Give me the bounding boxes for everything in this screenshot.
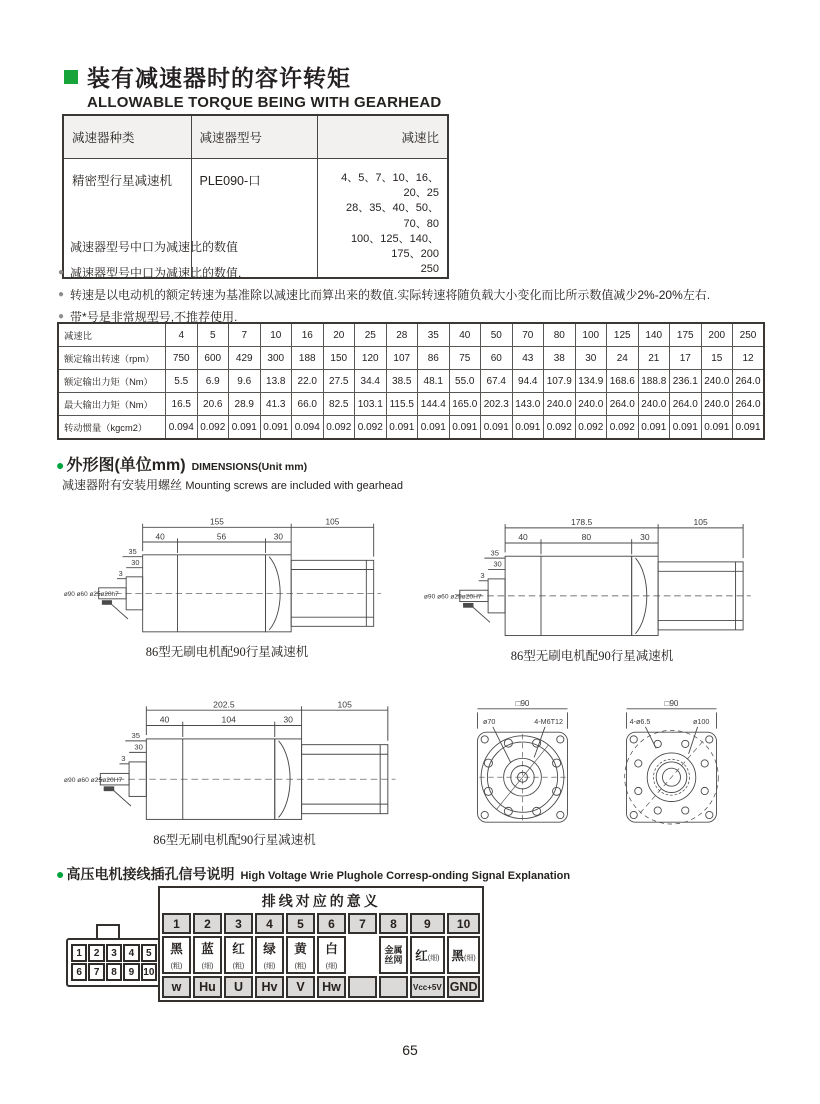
side-view-3-svg (62, 696, 407, 824)
spec-row-label: 转动惯量（kgcm2） (58, 416, 166, 440)
dim-h1: 35 (131, 730, 141, 740)
pin-number-row (162, 913, 480, 934)
dim-motor: 105 (693, 517, 708, 528)
side-view-2-svg (422, 514, 762, 640)
note-text: 带*号是非常规型号,不推荐使用. (70, 310, 238, 324)
dimensions-subheading (62, 476, 403, 493)
connector-row-1 (71, 944, 157, 962)
gearhead-col-type: 减速器种类 (63, 115, 191, 159)
pin-signal-cell: Vcc+5V (410, 976, 445, 998)
dimensions-heading (56, 452, 307, 475)
note-line (58, 286, 710, 303)
spec-cell: 107.9 (544, 370, 576, 393)
front-view-2-square-dim: □90 (664, 699, 679, 709)
green-bullet-icon: ● (56, 866, 65, 882)
connector-pin: 2 (88, 944, 104, 962)
spec-cell: 0.091 (670, 416, 702, 440)
dim-overall: 202.5 (213, 699, 235, 710)
dim-seg3: 30 (283, 714, 293, 725)
spec-cell: 0.091 (733, 416, 765, 440)
note-bullet-icon: ● (58, 267, 65, 278)
connector-pin: 4 (123, 944, 139, 962)
spec-cell: 240.0 (575, 393, 607, 416)
pin-signal-cell (348, 976, 377, 998)
spec-cell: 38 (544, 347, 576, 370)
spec-cell: 120 (355, 347, 387, 370)
spec-cell: 66.0 (292, 393, 324, 416)
spec-cell: 0.091 (701, 416, 733, 440)
spec-row-label: 最大输出力矩（Nm） (58, 393, 166, 416)
spec-cell: 250 (733, 323, 765, 347)
gearhead-model: PLE090-口 (191, 159, 317, 279)
spec-cell: 0.091 (229, 416, 261, 440)
front-view-2-svg (604, 698, 739, 842)
spec-cell: 115.5 (386, 393, 418, 416)
page-title-en: ALLOWABLE TORQUE BEING WITH GEARHEAD (87, 94, 442, 111)
plughole-table-body (162, 890, 480, 998)
spec-cell: 22.0 (292, 370, 324, 393)
spec-row (58, 393, 764, 416)
spec-cell: 103.1 (355, 393, 387, 416)
pin-color-cell: 蓝(细) (193, 936, 222, 974)
gearhead-ratios (317, 159, 448, 279)
spec-cell: 240.0 (701, 370, 733, 393)
spec-cell: 80 (544, 323, 576, 347)
note-line (58, 264, 710, 281)
dim-seg3: 30 (640, 532, 650, 543)
spec-cell: 15 (701, 347, 733, 370)
spec-cell: 236.1 (670, 370, 702, 393)
spec-table-body (58, 323, 764, 439)
note-text: 转速是以电动机的额定转速为基准除以减速比而算出来的数值.实际转速将随负载大小变化而比所示数值减少2%-20%左右. (70, 288, 711, 302)
spec-cell: 125 (607, 323, 639, 347)
connector-pin: 1 (71, 944, 87, 962)
spec-cell: 4 (166, 323, 198, 347)
dim-overall: 155 (210, 517, 224, 527)
dim-overall: 178.5 (570, 517, 593, 528)
spec-cell: 175 (670, 323, 702, 347)
dim-seg2: 56 (216, 532, 227, 542)
spec-cell: 70 (512, 323, 544, 347)
connector-tab (96, 924, 120, 938)
pin-number-cell: 6 (317, 913, 346, 934)
pin-number-cell: 3 (224, 913, 253, 934)
spec-row (58, 347, 764, 370)
spec-cell: 0.092 (607, 416, 639, 440)
pin-signal-cell: w (162, 976, 191, 998)
spec-cell: 28 (386, 323, 418, 347)
spec-cell: 43 (512, 347, 544, 370)
spec-cell: 30 (575, 347, 607, 370)
spec-cell: 20.6 (197, 393, 229, 416)
drawing-3-caption: 86型无刷电机配90行星减速机 (153, 833, 316, 847)
spec-cell: 38.5 (386, 370, 418, 393)
spec-cell: 0.092 (197, 416, 229, 440)
front-view-1-right-label: 4-M6T12 (534, 717, 563, 727)
spec-cell: 143.0 (512, 393, 544, 416)
connector-pin: 9 (123, 963, 139, 981)
spec-cell: 264.0 (733, 393, 765, 416)
pin-signal-cell: GND (447, 976, 481, 998)
dim-h2: 30 (493, 559, 502, 569)
plughole-heading-en: High Voltage Wrie Plughole Corresp-onding Signal Explanation (240, 870, 571, 882)
green-square-icon (64, 70, 78, 84)
connector-pin: 7 (88, 963, 104, 981)
spec-cell: 600 (197, 347, 229, 370)
spec-cell: 17 (670, 347, 702, 370)
ratio-line: 250 (420, 263, 439, 276)
pin-color-cell: 黑(粗) (162, 936, 191, 974)
spec-cell: 50 (481, 323, 513, 347)
drawing-side-view-3 (62, 696, 407, 848)
note-bullet-icon: ● (58, 289, 65, 300)
dim-h3: 3 (121, 753, 126, 763)
pin-color-row (162, 936, 480, 974)
spec-cell: 188.8 (638, 370, 670, 393)
connector-row-2 (71, 963, 157, 981)
connector-pin: 5 (141, 944, 157, 962)
spec-cell: 5.5 (166, 370, 198, 393)
connector-pin: 10 (141, 963, 157, 981)
spec-cell: 0.091 (481, 416, 513, 440)
pin-number-cell: 9 (410, 913, 445, 934)
spec-cell: 35 (418, 323, 450, 347)
plughole-heading-zh: 高压电机接线插孔信号说明 (66, 866, 235, 882)
spec-cell: 0.094 (292, 416, 324, 440)
drawing-side-view-1 (62, 514, 392, 660)
dim-h3: 3 (118, 568, 123, 578)
pin-signal-row (162, 976, 480, 998)
pin-number-cell: 5 (286, 913, 315, 934)
spec-cell: 20 (323, 323, 355, 347)
dimensions-heading-zh: 外形图(单位mm) (66, 457, 186, 474)
spec-cell: 82.5 (323, 393, 355, 416)
spec-cell: 27.5 (323, 370, 355, 393)
dim-seg1: 40 (159, 714, 170, 725)
spec-cell: 150 (323, 347, 355, 370)
plughole-table (158, 886, 484, 1002)
pin-signal-cell (379, 976, 408, 998)
drawing-side-view-2 (422, 514, 762, 664)
spec-cell: 140 (638, 323, 670, 347)
pin-signal-cell: Hu (193, 976, 222, 998)
spec-cell: 188 (292, 347, 324, 370)
ratio-line: 28、35、40、50、70、80 (346, 202, 439, 230)
spec-cell: 41.3 (260, 393, 292, 416)
spec-cell: 107 (386, 347, 418, 370)
front-view-1-left-label: ø70 (483, 717, 496, 727)
dim-h1: 35 (490, 548, 499, 558)
spec-cell: 25 (355, 323, 387, 347)
spec-cell: 0.091 (512, 416, 544, 440)
connector-plug-diagram (66, 924, 166, 987)
spec-cell: 264.0 (670, 393, 702, 416)
pin-signal-cell: V (286, 976, 315, 998)
dim-seg2: 80 (581, 532, 592, 543)
spec-cell: 0.091 (386, 416, 418, 440)
dim-motor: 105 (337, 699, 352, 710)
spec-cell: 13.8 (260, 370, 292, 393)
spec-cell: 0.092 (355, 416, 387, 440)
spec-cell: 55.0 (449, 370, 481, 393)
pin-color-cell: 黄(粗) (286, 936, 315, 974)
pin-number-cell: 1 (162, 913, 191, 934)
spec-cell: 168.6 (607, 370, 639, 393)
dim-h1: 35 (128, 546, 137, 556)
connector-pin: 6 (71, 963, 87, 981)
pin-color-cell: 红(粗) (224, 936, 253, 974)
spec-cell: 165.0 (449, 393, 481, 416)
dim-seg3: 30 (273, 532, 283, 542)
spec-cell: 240.0 (638, 393, 670, 416)
green-bullet-icon: ● (56, 457, 65, 473)
dim-shaft-diameters: ø90 ø60 ø25ø20H7 (63, 777, 123, 785)
pin-color-cell: 白(细) (317, 936, 346, 974)
spec-cell: 67.4 (481, 370, 513, 393)
pin-number-cell: 7 (348, 913, 377, 934)
spec-cell: 86 (418, 347, 450, 370)
front-view-2-right-label: ø100 (693, 717, 710, 727)
dim-seg1: 40 (518, 532, 528, 543)
spec-row (58, 323, 764, 347)
pin-number-cell: 2 (193, 913, 222, 934)
dimensions-heading-en: DIMENSIONS(Unit mm) (191, 461, 308, 473)
spec-row-label: 减速比 (58, 323, 166, 347)
spec-cell: 240.0 (544, 393, 576, 416)
spec-cell: 100 (575, 323, 607, 347)
spec-cell: 300 (260, 347, 292, 370)
plughole-table-title: 排线对应的意义 (261, 893, 381, 909)
gearhead-type: 精密型行星减速机 (63, 159, 191, 279)
pin-signal-cell: Hv (255, 976, 284, 998)
spec-row-label: 额定输出转速（rpm） (58, 347, 166, 370)
dim-seg1: 40 (155, 532, 165, 542)
spec-cell: 28.9 (229, 393, 261, 416)
note-bullet-icon: ● (58, 311, 65, 322)
spec-cell: 12 (733, 347, 765, 370)
dim-h3: 3 (480, 570, 485, 580)
spec-cell: 0.094 (166, 416, 198, 440)
plughole-heading (56, 864, 570, 884)
spec-cell: 94.4 (512, 370, 544, 393)
page-number: 65 (402, 1042, 418, 1058)
spec-cell: 200 (701, 323, 733, 347)
spec-cell: 0.092 (575, 416, 607, 440)
front-views (455, 698, 739, 842)
page-title-zh: 装有减速器时的容许转矩 (87, 65, 351, 91)
pin-color-cell: 绿(细) (255, 936, 284, 974)
dim-seg2: 104 (221, 714, 236, 725)
spec-cell: 5 (197, 323, 229, 347)
dim-motor: 105 (325, 517, 340, 527)
spec-row (58, 416, 764, 440)
title-block (64, 60, 441, 111)
spec-cell: 144.4 (418, 393, 450, 416)
dimensions-sub-zh: 减速器附有安装用螺丝 (62, 478, 183, 492)
note-text: 减速器型号中口为减速比的数值. (70, 266, 242, 280)
pin-color-cell: 黑(细) (447, 936, 481, 974)
spec-cell: 24 (607, 347, 639, 370)
spec-cell: 40 (449, 323, 481, 347)
spec-cell: 429 (229, 347, 261, 370)
ratio-line: 4、5、7、10、16、20、25 (341, 172, 439, 200)
spec-table (57, 322, 765, 440)
pin-number-cell: 10 (447, 913, 481, 934)
spec-cell: 0.091 (638, 416, 670, 440)
notes-list (58, 264, 710, 330)
spec-cell: 6.9 (197, 370, 229, 393)
drawing-2-caption: 86型无刷电机配90行星减速机 (510, 649, 674, 663)
spec-cell: 10 (260, 323, 292, 347)
spec-cell: 0.091 (260, 416, 292, 440)
connector-body (66, 938, 162, 987)
spec-cell: 9.6 (229, 370, 261, 393)
spec-cell: 0.092 (544, 416, 576, 440)
spec-cell: 21 (638, 347, 670, 370)
spec-cell: 0.092 (323, 416, 355, 440)
spec-cell: 16 (292, 323, 324, 347)
pin-number-cell: 4 (255, 913, 284, 934)
gearhead-col-model: 减速器型号 (191, 115, 317, 159)
dim-shaft-diameters: ø90 ø60 ø25ø20h7 (63, 591, 119, 599)
pin-color-cell-empty (348, 936, 377, 974)
spec-cell: 0.091 (449, 416, 481, 440)
dim-h2: 30 (134, 742, 143, 752)
pin-color-cell: 红(细) (410, 936, 445, 974)
spec-cell: 7 (229, 323, 261, 347)
connector-pin: 8 (106, 963, 122, 981)
dim-h2: 30 (131, 557, 140, 567)
gearhead-col-ratio: 减速比 (317, 115, 448, 159)
spec-cell: 134.9 (575, 370, 607, 393)
ratio-line: 100、125、140、175、200 (350, 232, 439, 260)
drawing-1-caption: 86型无刷电机配90行星减速机 (145, 645, 309, 659)
pin-number-cell: 8 (379, 913, 408, 934)
pin-color-cell: 金属丝网 (379, 936, 408, 974)
front-view-2-left-label: 4-ø6.5 (629, 717, 651, 727)
gearhead-footnote: 减速器型号中口为减速比的数值 (70, 240, 239, 254)
spec-cell: 34.4 (355, 370, 387, 393)
spec-cell: 202.3 (481, 393, 513, 416)
front-view-1-square-dim: □90 (515, 699, 530, 709)
pin-signal-cell: Hw (317, 976, 346, 998)
spec-row-label: 额定输出力矩（Nm） (58, 370, 166, 393)
spec-cell: 48.1 (418, 370, 450, 393)
spec-cell: 264.0 (733, 370, 765, 393)
dim-shaft-diameters: ø90 ø60 ø25ø20H7 (423, 593, 482, 601)
spec-cell: 240.0 (701, 393, 733, 416)
front-view-1-svg (455, 698, 590, 842)
pin-signal-cell: U (224, 976, 253, 998)
spec-cell: 0.091 (418, 416, 450, 440)
spec-row (58, 370, 764, 393)
dimensions-sub-en: Mounting screws are included with gearhead (185, 480, 404, 492)
spec-cell: 750 (166, 347, 198, 370)
spec-cell: 16.5 (166, 393, 198, 416)
spec-cell: 264.0 (607, 393, 639, 416)
connector-pin: 3 (106, 944, 122, 962)
side-view-1-svg (62, 514, 392, 636)
spec-cell: 75 (449, 347, 481, 370)
spec-cell: 60 (481, 347, 513, 370)
